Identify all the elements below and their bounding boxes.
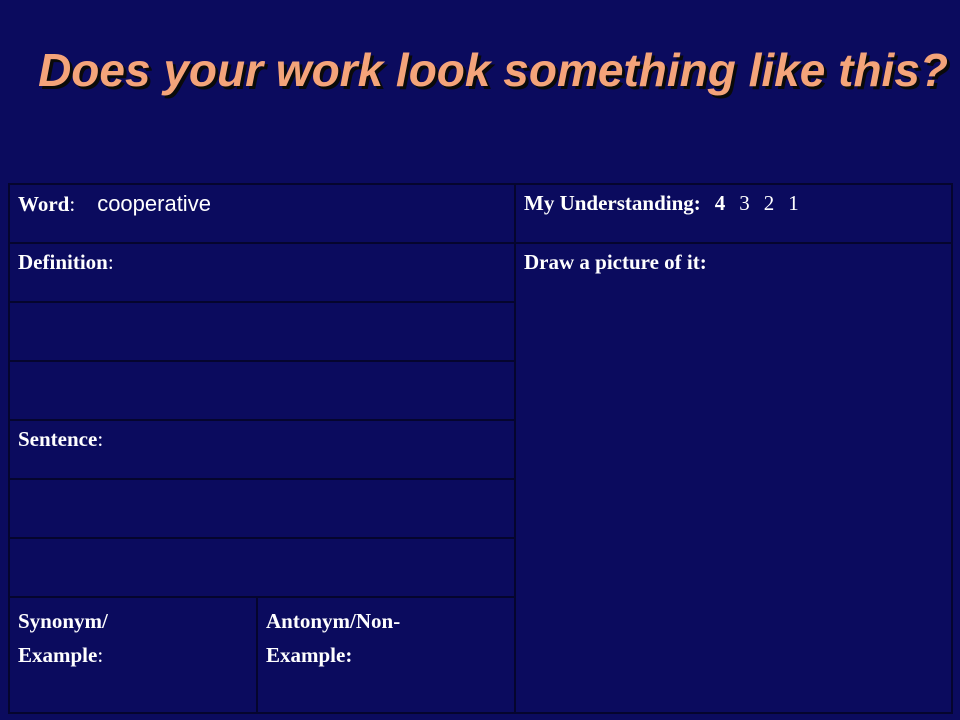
rating-4: 4	[714, 191, 726, 215]
rating-3: 3	[739, 191, 750, 215]
definition-blank-2	[9, 361, 515, 420]
word-row	[9, 184, 952, 243]
definition-colon: :	[107, 250, 114, 274]
synonym-label-line1: Synonym/	[18, 609, 108, 633]
understanding-cell	[515, 184, 952, 243]
antonym-label-line2: Example:	[266, 643, 353, 667]
antonym-cell	[257, 597, 515, 713]
synonym-label-line2: Example	[18, 643, 98, 667]
word-colon: :	[69, 192, 76, 216]
understanding-rating	[701, 191, 799, 215]
definition-row	[9, 243, 952, 302]
picture-cell	[515, 243, 952, 713]
rating-1: 1	[788, 191, 799, 215]
vocabulary-worksheet	[8, 183, 953, 714]
synonym-colon: :	[97, 643, 104, 667]
word-cell	[9, 184, 515, 243]
sentence-label: Sentence	[18, 427, 98, 451]
slide-title: Does your work look something like this?	[38, 44, 948, 96]
picture-label: Draw a picture of it:	[524, 250, 707, 274]
definition-blank-1	[9, 302, 515, 361]
word-value: cooperative	[97, 191, 211, 216]
definition-cell	[9, 243, 515, 302]
word-label: Word	[18, 192, 70, 216]
understanding-label: My Understanding:	[524, 191, 701, 215]
sentence-cell	[9, 420, 515, 479]
synonym-cell	[9, 597, 257, 713]
antonym-label-line1: Antonym/Non-	[266, 609, 401, 633]
rating-2: 2	[763, 191, 775, 215]
definition-label: Definition	[18, 250, 108, 274]
sentence-blank-1	[9, 479, 515, 538]
sentence-blank-2	[9, 538, 515, 597]
sentence-colon: :	[97, 427, 104, 451]
